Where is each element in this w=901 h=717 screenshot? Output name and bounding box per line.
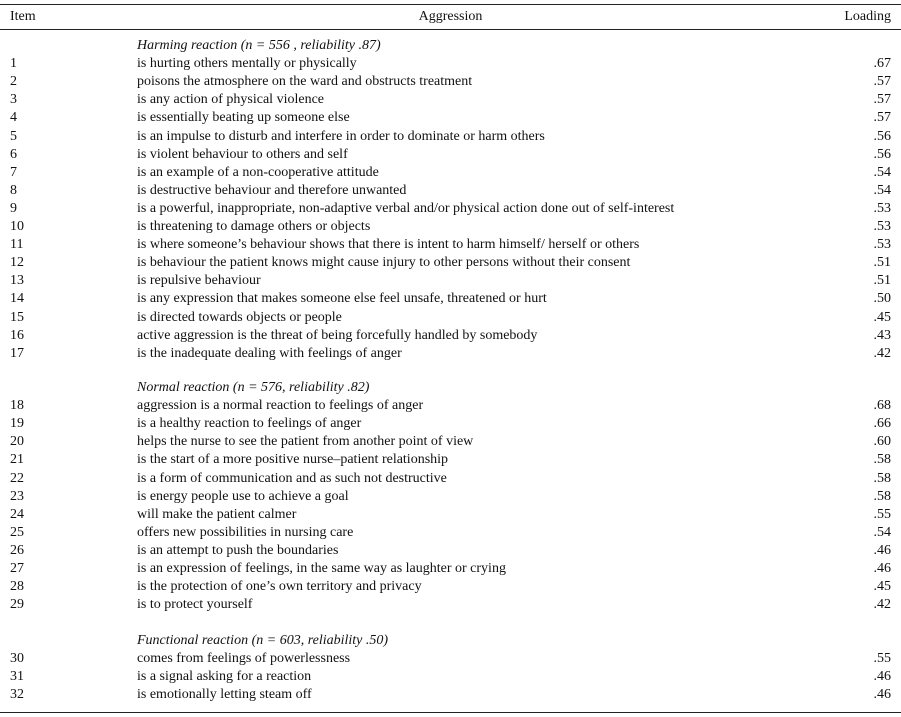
header-aggression: Aggression bbox=[418, 9, 483, 24]
row-statement: is any expression that makes someone else feel unsafe, threatened or hurt bbox=[137, 291, 547, 307]
bottom-rule bbox=[0, 712, 901, 713]
header-item: Item bbox=[10, 9, 36, 24]
row-statement: is an expression of feelings, in the same way as laughter or crying bbox=[137, 561, 506, 576]
row-loading: .57 bbox=[873, 74, 891, 90]
row-item-number: 32 bbox=[10, 687, 24, 703]
row-statement: is where someone’s behaviour shows that there is intent to harm himself/ herself or others bbox=[137, 237, 640, 253]
row-statement: is directed towards objects or people bbox=[137, 309, 342, 325]
row-statement: is threatening to damage others or objects bbox=[137, 219, 371, 234]
row-loading: .55 bbox=[873, 651, 891, 667]
row-loading: .53 bbox=[873, 219, 891, 234]
row-statement: is emotionally letting steam off bbox=[137, 687, 312, 703]
row-statement: will make the patient calmer bbox=[137, 506, 297, 522]
row-loading: .56 bbox=[873, 146, 891, 162]
row-loading: .60 bbox=[873, 434, 891, 450]
row-statement: poisons the atmosphere on the ward and obstructs treatment bbox=[137, 74, 473, 90]
row-item-number: 4 bbox=[10, 110, 17, 126]
row-item-number: 14 bbox=[10, 291, 24, 307]
row-loading: .54 bbox=[873, 524, 891, 540]
row-item-number: 6 bbox=[10, 146, 17, 162]
row-statement: is energy people use to achieve a goal bbox=[137, 488, 349, 504]
row-loading: .54 bbox=[873, 182, 891, 198]
row-statement: aggression is a normal reaction to feelings of anger bbox=[137, 398, 424, 414]
section-heading: Functional reaction (n = 603, reliability .50) bbox=[137, 633, 389, 648]
row-item-number: 19 bbox=[10, 416, 24, 432]
row-item-number: 11 bbox=[10, 237, 24, 253]
row-statement: is to protect yourself bbox=[137, 597, 253, 613]
row-item-number: 5 bbox=[10, 128, 17, 144]
header-loading: Loading bbox=[844, 9, 891, 24]
row-loading: .67 bbox=[873, 56, 891, 72]
row-item-number: 27 bbox=[10, 561, 24, 576]
section-heading: Harming reaction (n = 556 , reliability .87) bbox=[137, 38, 381, 53]
row-statement: is a form of communication and as such not destructive bbox=[137, 470, 447, 486]
row-item-number: 18 bbox=[10, 398, 24, 414]
row-item-number: 1 bbox=[10, 56, 17, 72]
row-loading: .50 bbox=[873, 291, 891, 307]
header-rule bbox=[0, 29, 901, 30]
row-statement: is violent behaviour to others and self bbox=[137, 146, 348, 162]
row-statement: is a signal asking for a reaction bbox=[137, 669, 312, 685]
row-loading: .45 bbox=[873, 579, 891, 595]
row-item-number: 17 bbox=[10, 345, 24, 361]
section-stats: n = 556 , reliability .87 bbox=[245, 38, 377, 53]
row-loading: .42 bbox=[873, 345, 891, 361]
row-statement: offers new possibilities in nursing care bbox=[137, 524, 354, 540]
row-item-number: 30 bbox=[10, 651, 24, 667]
row-statement: is an attempt to push the boundaries bbox=[137, 542, 339, 558]
row-item-number: 13 bbox=[10, 273, 24, 289]
row-item-number: 29 bbox=[10, 597, 24, 613]
row-loading: .57 bbox=[873, 110, 891, 126]
row-loading: .58 bbox=[873, 470, 891, 486]
section-heading: Normal reaction (n = 576, reliability .82) bbox=[137, 380, 370, 395]
row-loading: .57 bbox=[873, 92, 891, 108]
row-loading: .56 bbox=[873, 128, 891, 144]
row-statement: comes from feelings of powerlessness bbox=[137, 651, 351, 667]
row-item-number: 22 bbox=[10, 470, 24, 486]
row-item-number: 31 bbox=[10, 669, 24, 685]
row-loading: .58 bbox=[873, 488, 891, 504]
row-statement: is an example of a non-cooperative attitude bbox=[137, 164, 379, 180]
row-loading: .46 bbox=[873, 561, 891, 576]
row-loading: .51 bbox=[873, 273, 891, 289]
row-loading: .55 bbox=[873, 506, 891, 522]
section-name: Normal reaction bbox=[137, 380, 230, 395]
row-item-number: 2 bbox=[10, 74, 17, 90]
section-stats: n = 576, reliability .82 bbox=[237, 380, 365, 395]
row-item-number: 8 bbox=[10, 182, 17, 198]
row-statement: is a powerful, inappropriate, non-adaptive verbal and/or physical action done out of self-interest bbox=[137, 200, 675, 216]
row-item-number: 20 bbox=[10, 434, 24, 450]
row-statement: is an impulse to disturb and interfere in order to dominate or harm others bbox=[137, 128, 545, 144]
row-statement: is behaviour the patient knows might cause injury to other persons without their consent bbox=[137, 255, 631, 271]
row-statement: is the start of a more positive nurse–patient relationship bbox=[137, 452, 449, 468]
row-loading: .68 bbox=[873, 398, 891, 414]
row-item-number: 23 bbox=[10, 488, 24, 504]
row-statement: is repulsive behaviour bbox=[137, 273, 261, 289]
row-loading: .46 bbox=[873, 687, 891, 703]
row-item-number: 26 bbox=[10, 542, 24, 558]
row-item-number: 15 bbox=[10, 309, 24, 325]
top-rule bbox=[0, 4, 901, 5]
row-loading: .54 bbox=[873, 164, 891, 180]
row-statement: active aggression is the threat of being forcefully handled by somebody bbox=[137, 327, 538, 343]
row-item-number: 24 bbox=[10, 506, 24, 522]
row-item-number: 21 bbox=[10, 452, 24, 468]
section-name: Functional reaction bbox=[137, 633, 249, 648]
row-statement: is a healthy reaction to feelings of anger bbox=[137, 416, 362, 432]
section-name: Harming reaction bbox=[137, 38, 238, 53]
row-loading: .66 bbox=[873, 416, 891, 432]
row-loading: .42 bbox=[873, 597, 891, 613]
row-loading: .53 bbox=[873, 200, 891, 216]
row-item-number: 28 bbox=[10, 579, 24, 595]
row-statement: is hurting others mentally or physically bbox=[137, 56, 357, 72]
row-statement: is destructive behaviour and therefore unwanted bbox=[137, 182, 407, 198]
row-item-number: 3 bbox=[10, 92, 17, 108]
row-statement: is essentially beating up someone else bbox=[137, 110, 350, 126]
row-statement: is the protection of one’s own territory and privacy bbox=[137, 579, 422, 595]
row-item-number: 25 bbox=[10, 524, 24, 540]
row-loading: .46 bbox=[873, 669, 891, 685]
row-loading: .58 bbox=[873, 452, 891, 468]
row-statement: is any action of physical violence bbox=[137, 92, 324, 108]
row-loading: .51 bbox=[873, 255, 891, 271]
row-loading: .46 bbox=[873, 542, 891, 558]
row-loading: .43 bbox=[873, 327, 891, 343]
row-statement: is the inadequate dealing with feelings of anger bbox=[137, 345, 402, 361]
row-item-number: 12 bbox=[10, 255, 24, 271]
section-stats: n = 603, reliability .50 bbox=[256, 633, 384, 648]
row-item-number: 10 bbox=[10, 219, 24, 234]
row-statement: helps the nurse to see the patient from another point of view bbox=[137, 434, 474, 450]
row-item-number: 16 bbox=[10, 327, 24, 343]
row-item-number: 9 bbox=[10, 200, 17, 216]
row-loading: .53 bbox=[873, 237, 891, 253]
row-loading: .45 bbox=[873, 309, 891, 325]
row-item-number: 7 bbox=[10, 164, 17, 180]
